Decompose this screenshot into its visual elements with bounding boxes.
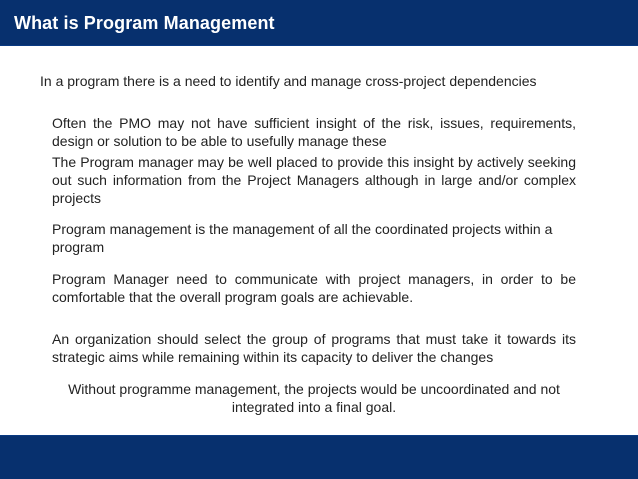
paragraph-definition: Program management is the management of all the coordinated projects within a program bbox=[52, 221, 553, 255]
paragraph-strategic-aims: An organization should select the group of programs that must take it towards its strategic aims while remaining within its capacity to deliver the changes bbox=[52, 331, 576, 365]
paragraph-communication: Program Manager need to communicate with project managers, in order to be comfortable that the overall program goals are achievable. bbox=[52, 271, 576, 305]
paragraph-cross-project-dependencies: In a program there is a need to identify and manage cross-project dependencies bbox=[40, 73, 537, 89]
paragraph-pmo-insight: Often the PMO may not have sufficient insight of the risk, issues, requirements, design or solution to be able to usefully manage these bbox=[52, 115, 576, 149]
header-bar bbox=[0, 0, 638, 46]
paragraph-conclusion: Without programme management, the projects would be uncoordinated and not integrated into a final goal. bbox=[68, 381, 560, 415]
paragraph-program-manager-insight: The Program manager may be well placed to provide this insight by actively seeking out such information from the Project Managers although in large and/or complex projects bbox=[52, 154, 576, 206]
footer-bar bbox=[0, 435, 638, 479]
slide-title: What is Program Management bbox=[14, 12, 275, 33]
